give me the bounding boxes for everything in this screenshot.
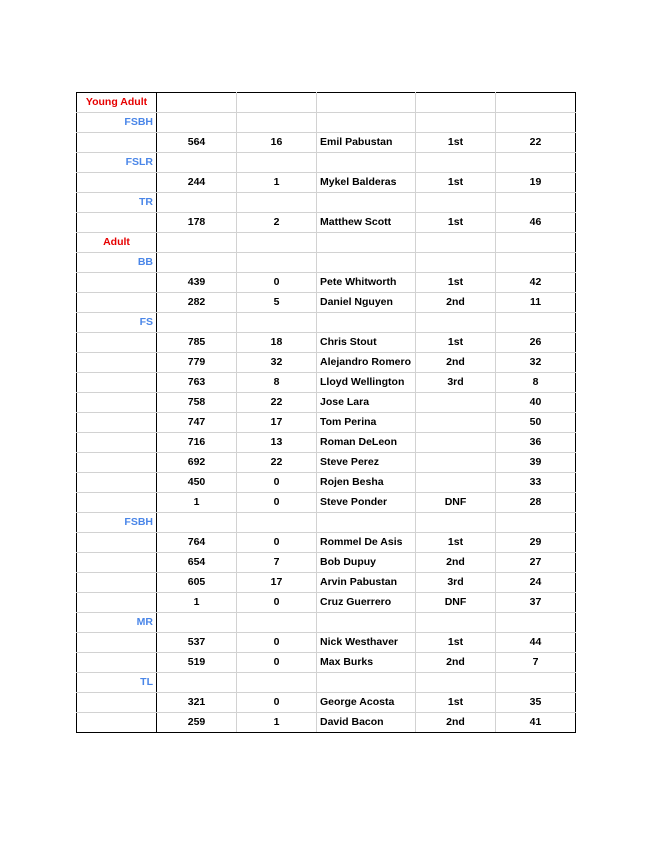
table-row	[77, 473, 576, 493]
empty-cell	[416, 673, 496, 693]
competitor-name: Roman DeLeon	[317, 433, 416, 453]
score-value: 36	[496, 433, 576, 453]
empty-cell	[77, 633, 157, 653]
placement: 3rd	[416, 573, 496, 593]
empty-cell	[157, 93, 237, 113]
score-value: 42	[496, 273, 576, 293]
count-value: 0	[237, 493, 317, 513]
competitor-name: Max Burks	[317, 653, 416, 673]
table-row	[77, 493, 576, 513]
placement: 1st	[416, 213, 496, 233]
empty-cell	[496, 113, 576, 133]
empty-cell	[77, 333, 157, 353]
empty-cell	[317, 93, 416, 113]
empty-cell	[416, 233, 496, 253]
table-row	[77, 713, 576, 733]
placement	[416, 433, 496, 453]
competitor-name: Jose Lara	[317, 393, 416, 413]
placement	[416, 473, 496, 493]
placement	[416, 393, 496, 413]
division-label: BB	[77, 253, 157, 273]
placement: 3rd	[416, 373, 496, 393]
empty-cell	[237, 113, 317, 133]
competitor-number: 758	[157, 393, 237, 413]
division-row	[77, 313, 576, 333]
empty-cell	[77, 353, 157, 373]
empty-cell	[317, 313, 416, 333]
score-value: 19	[496, 173, 576, 193]
table-row	[77, 553, 576, 573]
empty-cell	[496, 613, 576, 633]
count-value: 0	[237, 593, 317, 613]
competitor-name: Arvin Pabustan	[317, 573, 416, 593]
count-value: 22	[237, 453, 317, 473]
competitor-name: Lloyd Wellington	[317, 373, 416, 393]
count-value: 1	[237, 713, 317, 733]
division-row	[77, 673, 576, 693]
competitor-name: Tom Perina	[317, 413, 416, 433]
table-row	[77, 133, 576, 153]
competitor-number: 282	[157, 293, 237, 313]
table-row	[77, 633, 576, 653]
placement: 1st	[416, 633, 496, 653]
empty-cell	[157, 673, 237, 693]
empty-cell	[416, 93, 496, 113]
empty-cell	[237, 233, 317, 253]
score-value: 32	[496, 353, 576, 373]
division-label: FSBH	[77, 513, 157, 533]
competitor-number: 763	[157, 373, 237, 393]
empty-cell	[77, 213, 157, 233]
empty-cell	[496, 193, 576, 213]
table-row	[77, 353, 576, 373]
count-value: 7	[237, 553, 317, 573]
placement: 1st	[416, 533, 496, 553]
empty-cell	[496, 513, 576, 533]
table-row	[77, 273, 576, 293]
count-value: 0	[237, 473, 317, 493]
competitor-name: Nick Westhaver	[317, 633, 416, 653]
empty-cell	[416, 513, 496, 533]
division-label: TL	[77, 673, 157, 693]
empty-cell	[157, 113, 237, 133]
placement: 2nd	[416, 353, 496, 373]
score-value: 22	[496, 133, 576, 153]
score-value: 46	[496, 213, 576, 233]
count-value: 16	[237, 133, 317, 153]
empty-cell	[157, 513, 237, 533]
empty-cell	[77, 133, 157, 153]
competitor-number: 785	[157, 333, 237, 353]
division-row	[77, 113, 576, 133]
placement: 1st	[416, 173, 496, 193]
score-value: 24	[496, 573, 576, 593]
score-value: 44	[496, 633, 576, 653]
competitor-name: Steve Ponder	[317, 493, 416, 513]
placement: 2nd	[416, 653, 496, 673]
empty-cell	[157, 313, 237, 333]
score-value: 26	[496, 333, 576, 353]
competitor-name: Matthew Scott	[317, 213, 416, 233]
score-value: 33	[496, 473, 576, 493]
competitor-number: 1	[157, 493, 237, 513]
placement: 1st	[416, 273, 496, 293]
competitor-number: 259	[157, 713, 237, 733]
competitor-name: David Bacon	[317, 713, 416, 733]
division-label: FS	[77, 313, 157, 333]
empty-cell	[496, 253, 576, 273]
competitor-name: Rojen Besha	[317, 473, 416, 493]
competitor-name: Emil Pabustan	[317, 133, 416, 153]
empty-cell	[317, 153, 416, 173]
table-row	[77, 293, 576, 313]
competitor-name: Alejandro Romero	[317, 353, 416, 373]
empty-cell	[496, 313, 576, 333]
empty-cell	[157, 193, 237, 213]
count-value: 0	[237, 633, 317, 653]
category-label: Adult	[77, 233, 157, 253]
placement: 1st	[416, 693, 496, 713]
table-row	[77, 653, 576, 673]
placement: DNF	[416, 593, 496, 613]
count-value: 22	[237, 393, 317, 413]
empty-cell	[77, 433, 157, 453]
empty-cell	[77, 473, 157, 493]
empty-cell	[157, 253, 237, 273]
division-label: MR	[77, 613, 157, 633]
table-row	[77, 373, 576, 393]
count-value: 5	[237, 293, 317, 313]
empty-cell	[237, 513, 317, 533]
empty-cell	[317, 613, 416, 633]
competitor-name: Pete Whitworth	[317, 273, 416, 293]
empty-cell	[77, 693, 157, 713]
count-value: 32	[237, 353, 317, 373]
empty-cell	[237, 313, 317, 333]
empty-cell	[416, 313, 496, 333]
empty-cell	[77, 173, 157, 193]
category-row	[77, 233, 576, 253]
empty-cell	[77, 493, 157, 513]
empty-cell	[317, 253, 416, 273]
empty-cell	[416, 113, 496, 133]
division-row	[77, 513, 576, 533]
table-row	[77, 593, 576, 613]
empty-cell	[77, 373, 157, 393]
division-label: TR	[77, 193, 157, 213]
placement: 2nd	[416, 553, 496, 573]
competitor-number: 605	[157, 573, 237, 593]
competitor-number: 450	[157, 473, 237, 493]
empty-cell	[496, 93, 576, 113]
competitor-number: 564	[157, 133, 237, 153]
count-value: 0	[237, 533, 317, 553]
division-row	[77, 153, 576, 173]
score-value: 8	[496, 373, 576, 393]
table-row	[77, 573, 576, 593]
table-row	[77, 433, 576, 453]
competitor-number: 716	[157, 433, 237, 453]
empty-cell	[77, 553, 157, 573]
competitor-name: Mykel Balderas	[317, 173, 416, 193]
count-value: 2	[237, 213, 317, 233]
count-value: 17	[237, 573, 317, 593]
competitor-number: 519	[157, 653, 237, 673]
empty-cell	[237, 253, 317, 273]
table-row	[77, 333, 576, 353]
category-row	[77, 93, 576, 113]
empty-cell	[77, 273, 157, 293]
competitor-number: 692	[157, 453, 237, 473]
division-label: FSBH	[77, 113, 157, 133]
empty-cell	[77, 293, 157, 313]
table-row	[77, 173, 576, 193]
empty-cell	[317, 673, 416, 693]
empty-cell	[77, 713, 157, 733]
empty-cell	[237, 193, 317, 213]
division-row	[77, 253, 576, 273]
empty-cell	[416, 153, 496, 173]
empty-cell	[77, 593, 157, 613]
empty-cell	[77, 573, 157, 593]
score-value: 35	[496, 693, 576, 713]
competitor-number: 779	[157, 353, 237, 373]
empty-cell	[237, 93, 317, 113]
competitor-name: Cruz Guerrero	[317, 593, 416, 613]
competitor-number: 178	[157, 213, 237, 233]
count-value: 17	[237, 413, 317, 433]
empty-cell	[77, 453, 157, 473]
empty-cell	[496, 233, 576, 253]
table-row	[77, 393, 576, 413]
results-table-body	[77, 93, 576, 733]
score-value: 11	[496, 293, 576, 313]
competitor-number: 244	[157, 173, 237, 193]
competitor-number: 1	[157, 593, 237, 613]
score-value: 27	[496, 553, 576, 573]
empty-cell	[77, 413, 157, 433]
division-row	[77, 193, 576, 213]
empty-cell	[416, 193, 496, 213]
empty-cell	[496, 673, 576, 693]
score-value: 50	[496, 413, 576, 433]
empty-cell	[237, 613, 317, 633]
empty-cell	[237, 153, 317, 173]
empty-cell	[317, 233, 416, 253]
score-value: 39	[496, 453, 576, 473]
empty-cell	[317, 513, 416, 533]
empty-cell	[416, 253, 496, 273]
count-value: 18	[237, 333, 317, 353]
division-row	[77, 613, 576, 633]
empty-cell	[317, 193, 416, 213]
table-row	[77, 693, 576, 713]
results-table	[76, 92, 576, 733]
count-value: 0	[237, 693, 317, 713]
count-value: 8	[237, 373, 317, 393]
competitor-name: Rommel De Asis	[317, 533, 416, 553]
empty-cell	[157, 233, 237, 253]
score-value: 41	[496, 713, 576, 733]
competitor-number: 747	[157, 413, 237, 433]
division-label: FSLR	[77, 153, 157, 173]
count-value: 0	[237, 273, 317, 293]
count-value: 0	[237, 653, 317, 673]
empty-cell	[157, 613, 237, 633]
placement	[416, 413, 496, 433]
competitor-name: Bob Dupuy	[317, 553, 416, 573]
competitor-name: Daniel Nguyen	[317, 293, 416, 313]
competitor-number: 537	[157, 633, 237, 653]
empty-cell	[157, 153, 237, 173]
competitor-number: 764	[157, 533, 237, 553]
count-value: 1	[237, 173, 317, 193]
competitor-name: Chris Stout	[317, 333, 416, 353]
count-value: 13	[237, 433, 317, 453]
score-value: 7	[496, 653, 576, 673]
competitor-number: 439	[157, 273, 237, 293]
competitor-number: 321	[157, 693, 237, 713]
empty-cell	[416, 613, 496, 633]
table-row	[77, 533, 576, 553]
competitor-number: 654	[157, 553, 237, 573]
empty-cell	[77, 393, 157, 413]
empty-cell	[77, 653, 157, 673]
competitor-name: Steve Perez	[317, 453, 416, 473]
score-value: 37	[496, 593, 576, 613]
competitor-name: George Acosta	[317, 693, 416, 713]
table-row	[77, 453, 576, 473]
score-value: 40	[496, 393, 576, 413]
empty-cell	[317, 113, 416, 133]
score-value: 28	[496, 493, 576, 513]
empty-cell	[237, 673, 317, 693]
table-row	[77, 413, 576, 433]
placement: 1st	[416, 133, 496, 153]
placement: 2nd	[416, 293, 496, 313]
empty-cell	[496, 153, 576, 173]
placement: 2nd	[416, 713, 496, 733]
category-label: Young Adult	[77, 93, 157, 113]
score-value: 29	[496, 533, 576, 553]
placement	[416, 453, 496, 473]
table-row	[77, 213, 576, 233]
empty-cell	[77, 533, 157, 553]
placement: DNF	[416, 493, 496, 513]
placement: 1st	[416, 333, 496, 353]
